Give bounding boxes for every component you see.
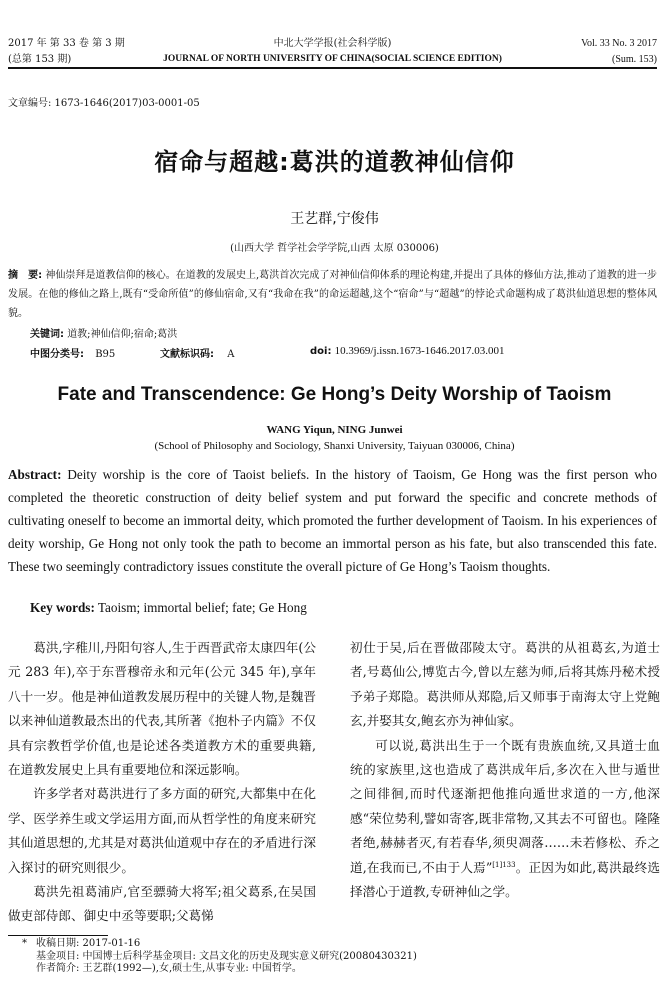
header-issue: 2017 年 第 33 卷 第 3 期 xyxy=(8,38,125,49)
body-column-right xyxy=(350,636,660,904)
clc-code xyxy=(30,345,160,360)
doi-value: 10.3969/j.issn.1673-1646.2017.03.001 xyxy=(334,345,505,357)
keywords-cn-text: 道教;神仙信仰;宿命;葛洪 xyxy=(67,329,178,340)
header-volume: Vol. 33 No. 3 2017 xyxy=(581,38,657,49)
footnote-received: 收稿日期: 2017-01-16 xyxy=(36,938,141,949)
keywords-en xyxy=(30,600,307,616)
doi-label: doi: xyxy=(310,346,332,357)
doc-label: 文献标识码: xyxy=(160,349,214,360)
affiliation-en: (School of Philosophy and Sociology, Shanxi University, Taiyuan 030006, China) xyxy=(154,440,515,452)
body-paragraph-continued: 初仕于吴,后在晋做邵陵太守。葛洪的从祖葛玄,为道士者,号葛仙公,博览古今,曾以左慈为师,后将其炼丹秘术授予弟子郑隐。葛洪师从郑隐,后又师事于南海太守上党鲍玄,并娶其女,鲍玄亦为神仙家。 xyxy=(350,640,660,729)
header-rule xyxy=(8,67,657,69)
title-cn: 宿命与超越:葛洪的道教神仙信仰 xyxy=(154,148,515,176)
abstract-cn-text: 神仙崇拜是道教信仰的核心。在道教的发展史上,葛洪首次完成了对神仙信仰体系的理论构建,并提出了具体的修仙方法,推动了道教的进一步发展。在他的修仙之路上,既有“受命所值”的修仙宿命,又有“我命在我”的命运超越,这个“宿命”与“超越”的悖论式命题构成了葛洪仙道思想的整体风貌。 xyxy=(8,270,657,319)
body-column-left xyxy=(8,636,316,929)
title-en: Fate and Transcendence: Ge Hong’s Deity Worship of Taoism xyxy=(57,384,612,405)
authors-en: WANG Yiqun, NING Junwei xyxy=(266,424,403,436)
citation-ref[interactable]: [1]133 xyxy=(492,860,516,869)
clc-label: 中图分类号: xyxy=(30,349,84,360)
abstract-cn xyxy=(8,266,657,323)
abstract-en-text: Deity worship is the core of Taoist beliefs. In the history of Taoism, Ge Hong was the first person who completed the theoretic construction of deity belief system and put forward the specific and concrete methods of cultivating oneself to become an immortal deity, which promoted the further development of Taoism. In his experiences of deity worship, Ge Hong not only took the path to become an immortal person as his fate, but also transcended this fate. These two seemingly contradictory issues constitute the overall picture of Ge Hong’s Taoism thoughts. xyxy=(8,467,657,574)
keywords-en-text: Taoism; immortal belief; fate; Ge Hong xyxy=(97,600,307,615)
abstract-en xyxy=(8,463,657,578)
clc-value: B95 xyxy=(95,349,116,360)
body-paragraph-text: 可以说,葛洪出生于一个既有贵族血统,又具道士血统的家族里,这也造成了葛洪成年后,多次在入世与遁世之间徘徊,而时代逐渐把他推向遁世求道的一方,他深感“荣位势利,譬如寄客,既非常物,又其去不可留也。隆隆者绝,赫赫者灭,有若春华,须臾凋落……未若修松、乔之道,在我而已,不由于人焉” xyxy=(350,737,660,875)
header-journal-cn: 中北大学学报(社会科学版) xyxy=(273,38,392,49)
header-sum: (Sum. 153) xyxy=(612,54,657,65)
authors-cn: 王艺群,宁俊伟 xyxy=(290,211,379,227)
article-number: 文章编号: 1673-1646(2017)03-0001-05 xyxy=(8,98,200,109)
header-row-2 xyxy=(8,53,657,66)
footnote-fund: 基金项目: 中国博士后科学基金项目: 文昌文化的历史及现实意义研究(20080430321) xyxy=(36,950,417,962)
header-row-1 xyxy=(8,37,657,50)
body-paragraph: 葛洪先祖葛浦庐,官至骠骑大将军;祖父葛系,在吴国做吏部侍郎、御史中丞等要职;父葛悌 xyxy=(8,884,316,924)
doi xyxy=(310,345,505,360)
body-paragraph xyxy=(350,734,660,905)
keywords-en-label: Key words: xyxy=(30,600,95,615)
classification-row xyxy=(30,345,657,360)
footnote-author: 作者简介: 王艺群(1992—),女,硕士生,从事专业: 中国哲学。 xyxy=(36,963,302,974)
keywords-cn-label: 关键词: xyxy=(30,329,64,340)
affiliation-cn: (山西大学 哲学社会学学院,山西 太原 030006) xyxy=(230,243,439,254)
doc-value: A xyxy=(227,349,235,360)
body-paragraph: 葛洪,字稚川,丹阳句容人,生于西晋武帝太康四年(公元 283 年),卒于东晋穆帝永和元年(公元 345 年),享年八十一岁。他是神仙道教发展历程中的关键人物,是魏晋以来神仙道教最杰出的代表,其所著《抱朴子内篇》不仅具有宗教哲学价值,也是论述各类道教方术的重要典籍,在道教发展史上具有重要地位和深远影响。 xyxy=(8,640,316,778)
abstract-cn-label: 摘 要: xyxy=(8,270,43,281)
keywords-cn xyxy=(30,325,177,340)
header-total-issue: (总第 153 期) xyxy=(8,54,72,65)
body-paragraph: 许多学者对葛洪进行了多方面的研究,大都集中在化学、医学养生或文学运用方面,而从哲学性的角度来研究其仙道思想的,尤其是对葛洪仙道观中存在的矛盾进行深入探讨的研究则很少。 xyxy=(8,786,316,875)
footnote-star: * xyxy=(22,938,27,949)
footnote-rule xyxy=(8,935,108,936)
doc-code xyxy=(160,345,310,360)
body-paragraph-tail: 。正因为如此,葛洪最终选择潜心于道教,专研神仙之学。 xyxy=(350,859,660,900)
footnote xyxy=(22,938,657,976)
abstract-en-label: Abstract: xyxy=(8,467,62,482)
header-journal-en: JOURNAL OF NORTH UNIVERSITY OF CHINA(SOCIAL SCIENCE EDITION) xyxy=(163,54,502,64)
